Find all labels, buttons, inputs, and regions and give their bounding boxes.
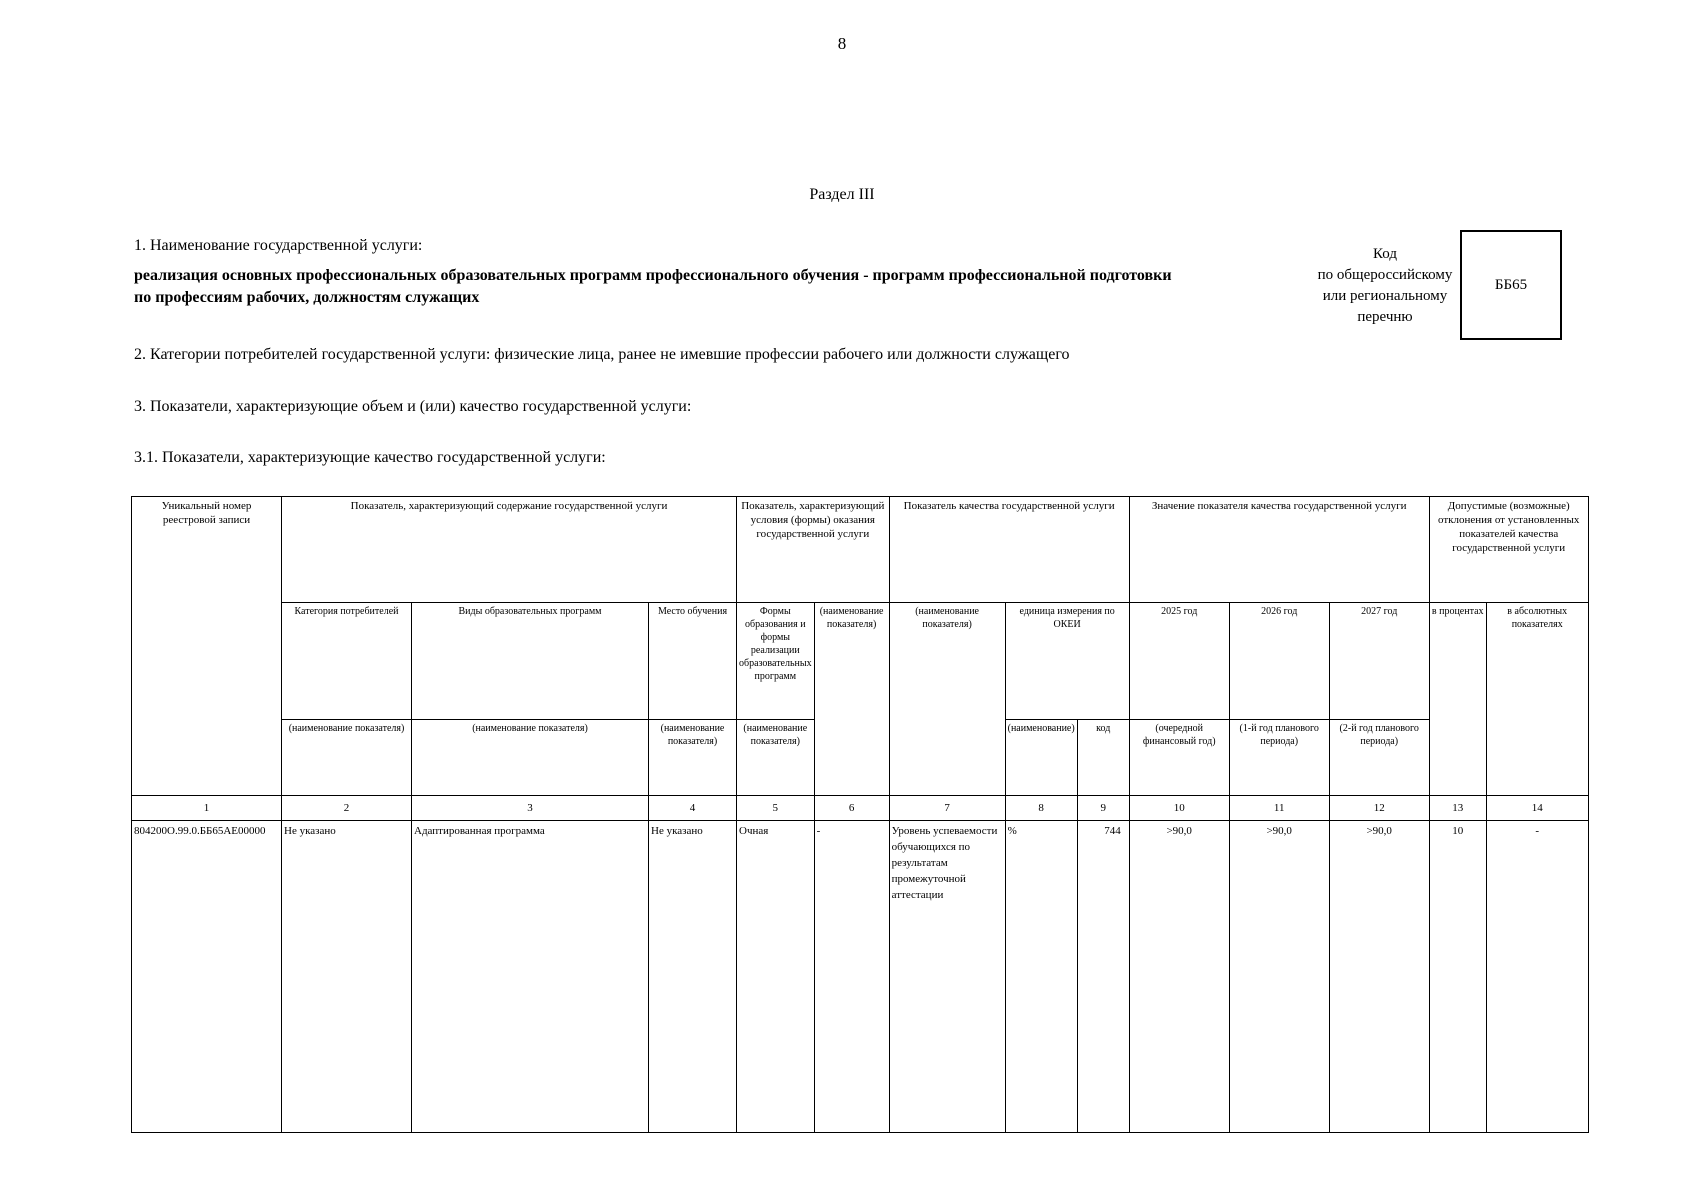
cell-deviation-absolute: -: [1486, 821, 1588, 1133]
header-name-col7: (наименование показателя): [889, 603, 1005, 796]
cell-registry-number: 804200О.99.0.ББ65АЕ00000: [132, 821, 282, 1133]
cell-unit-code: 744: [1077, 821, 1129, 1133]
header-category: Категория потребителей: [282, 603, 412, 720]
column-number: 9: [1077, 796, 1129, 821]
subheader-name-col3: (наименование показателя): [412, 720, 649, 796]
quality-indicators-table: [131, 496, 1589, 1133]
cell-value-2025: >90,0: [1129, 821, 1229, 1133]
header-unit-okei: единица измерения по ОКЕИ: [1005, 603, 1129, 720]
column-numbers-row: [132, 796, 1589, 821]
column-number: 6: [814, 796, 889, 821]
header-forms: Формы образования и формы реализации образовательных программ: [737, 603, 815, 720]
subheader-next-year: (очередной финансовый год): [1129, 720, 1229, 796]
column-number: 3: [412, 796, 649, 821]
header-unique-number: Уникальный номер реестровой записи: [132, 497, 282, 796]
header-year-2027: 2027 год: [1329, 603, 1429, 720]
item-1-heading: 1. Наименование государственной услуги:: [134, 237, 423, 254]
item-3-1-heading: 3.1. Показатели, характеризующие качество государственной услуги:: [134, 449, 606, 466]
column-number: 11: [1229, 796, 1329, 821]
cell-program-type: Адаптированная программа: [412, 821, 649, 1133]
code-box: [1460, 230, 1562, 340]
column-number: 13: [1429, 796, 1486, 821]
header-year-2025: 2025 год: [1129, 603, 1229, 720]
subheader-unit-name: (наименование): [1005, 720, 1077, 796]
header-percent: в процентах: [1429, 603, 1486, 796]
subheader-name-col5: (наименование показателя): [737, 720, 815, 796]
header-quality-indicator: Показатель качества государственной услуги: [889, 497, 1129, 603]
header-absolute: в абсолютных показателях: [1486, 603, 1588, 796]
service-name-line-1: реализация основных профессиональных образовательных программ профессионального обучения - программ профессиональной подготовки: [134, 267, 1172, 284]
subheader-name-col4: (наименование показателя): [649, 720, 737, 796]
column-number: 12: [1329, 796, 1429, 821]
code-label-line: перечню: [1357, 309, 1413, 325]
code-label-line: или региональному: [1322, 288, 1448, 304]
column-number: 7: [889, 796, 1005, 821]
cell-value-2027: >90,0: [1329, 821, 1429, 1133]
header-deviation: Допустимые (возможные) отклонения от установленных показателей качества государственной услуги: [1429, 497, 1588, 603]
header-conditions-indicator: Показатель, характеризующий условия (формы) оказания государственной услуги: [737, 497, 890, 603]
cell-col6: -: [814, 821, 889, 1133]
column-number: 8: [1005, 796, 1077, 821]
cell-indicator-name: Уровень успеваемости обучающихся по результатам промежуточной аттестации: [889, 821, 1005, 1133]
subheader-name-col2: (наименование показателя): [282, 720, 412, 796]
cell-deviation-percent: 10: [1429, 821, 1486, 1133]
header-place: Место обучения: [649, 603, 737, 720]
header-indicator-value: Значение показателя качества государственной услуги: [1129, 497, 1429, 603]
cell-unit-name: %: [1005, 821, 1077, 1133]
cell-consumer-category: Не указано: [282, 821, 412, 1133]
subheader-unit-code: код: [1077, 720, 1129, 796]
cell-education-form: Очная: [737, 821, 815, 1133]
header-programs: Виды образовательных программ: [412, 603, 649, 720]
column-number: 2: [282, 796, 412, 821]
subheader-plan-year-1: (1-й год планового периода): [1229, 720, 1329, 796]
cell-study-place: Не указано: [649, 821, 737, 1133]
header-content-indicator: Показатель, характеризующий содержание государственной услуги: [282, 497, 737, 603]
cell-value-2026: >90,0: [1229, 821, 1329, 1133]
header-year-2026: 2026 год: [1229, 603, 1329, 720]
service-name: [134, 265, 1314, 309]
column-number: 1: [132, 796, 282, 821]
item-3-heading: 3. Показатели, характеризующие объем и (или) качество государственной услуги:: [134, 398, 692, 415]
code-label-line: Код: [1373, 246, 1397, 262]
subheader-plan-year-2: (2-й год планового периода): [1329, 720, 1429, 796]
header-name-col6: (наименование показателя): [814, 603, 889, 796]
table-row: [132, 821, 1589, 1133]
code-label: [1310, 244, 1460, 328]
column-number: 4: [649, 796, 737, 821]
column-number: 14: [1486, 796, 1588, 821]
page-number: 8: [837, 34, 847, 53]
code-value: ББ65: [1494, 276, 1528, 293]
column-number: 10: [1129, 796, 1229, 821]
item-2-consumers: 2. Категории потребителей государственной услуги: физические лица, ранее не имевшие профессии рабочего или должности служащего: [134, 346, 1070, 363]
service-name-line-2: по профессиям рабочих, должностям служащих: [134, 289, 480, 306]
code-label-line: по общероссийскому: [1317, 267, 1453, 283]
section-title: Раздел III: [809, 186, 875, 203]
column-number: 5: [737, 796, 815, 821]
